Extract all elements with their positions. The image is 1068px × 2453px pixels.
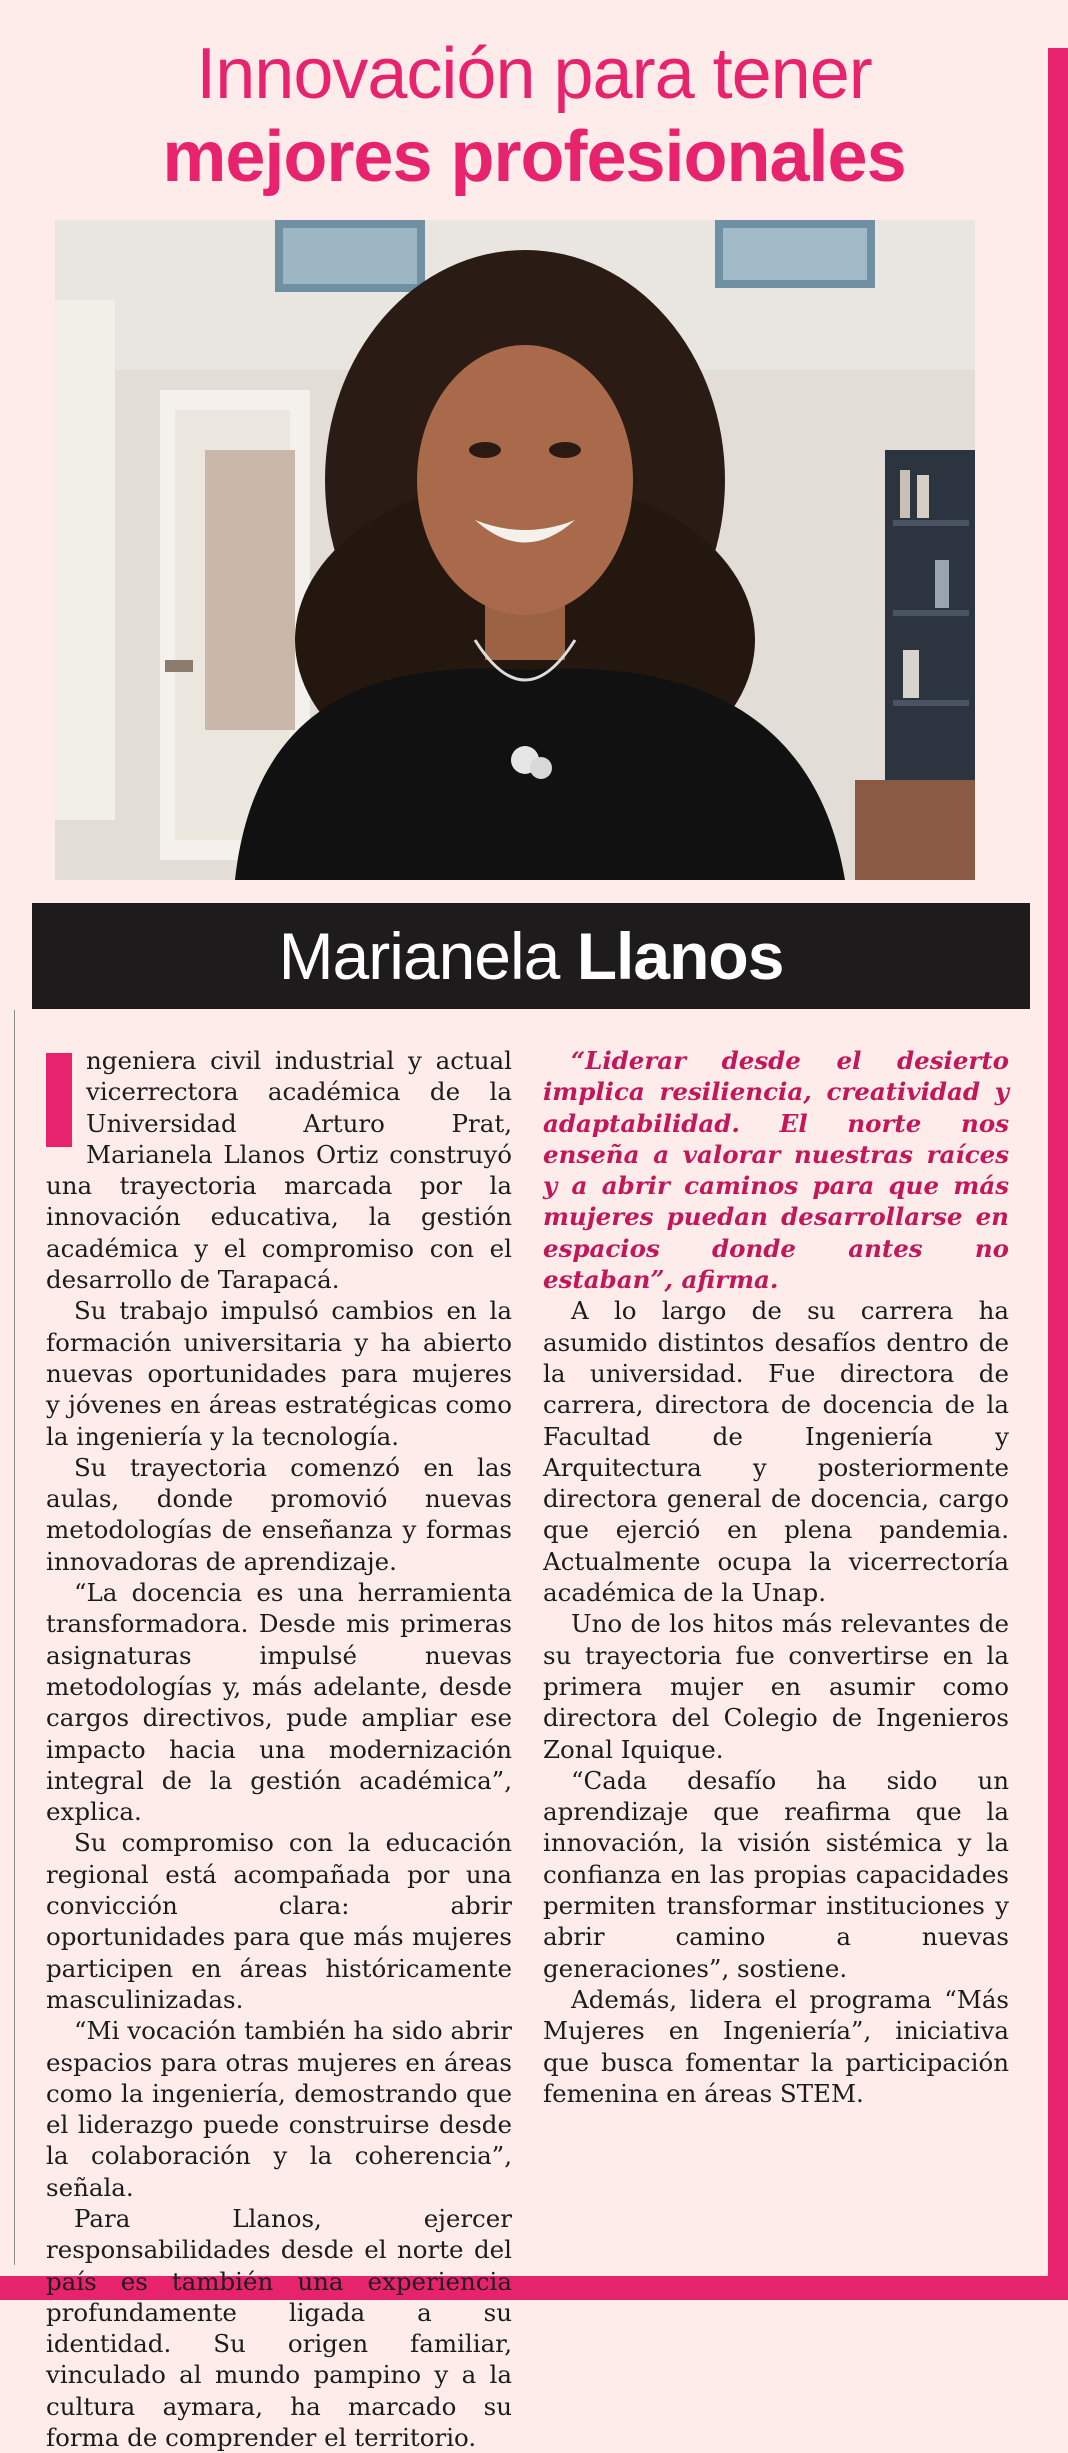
name-first: Marianela — [278, 919, 560, 993]
paragraph: Su trabajo impulsó cambios en la formación universitaria y ha abierto nuevas oportunidades para mujeres y jóvenes en áreas estratégicas como la ingeniería y la tecnología. — [46, 1296, 512, 1451]
headline-line2: mejores profesionales — [162, 117, 906, 197]
paragraph-intro: ngeniera civil industrial y actual vicerrectora académica de la Universidad Arturo Prat, Marianela Llanos Ortiz construyó una trayectoria marcada por la innovación educativa, la gestión académica y el compromiso con el desarrollo de Tarapacá. — [46, 1046, 512, 1295]
accent-bar-right — [1048, 48, 1068, 2300]
drop-cap-bar — [46, 1053, 72, 1147]
pull-quote: “Liderar desde el desierto implica resiliencia, creatividad y adaptabilidad. El norte nos enseña a valorar nuestras raíces y a abrir caminos para que más mujeres puedan desarrollarse en espacios donde antes no estaban”, afirma. — [543, 1046, 1009, 1295]
paragraph: Para Llanos, ejercer responsabilidades desde el norte del país es también una experiencia profundamente ligada a su identidad. Su origen familiar, vinculado al mundo pampino y a la cultura aymara, ha marcado su forma de comprender el territorio. — [46, 2203, 512, 2453]
paragraph: “Mi vocación también ha sido abrir espacios para otras mujeres en áreas como la ingeniería, demostrando que el liderazgo puede construirse desde la colaboración y la coherencia”, señala. — [46, 2016, 512, 2202]
headline — [0, 34, 1068, 200]
article-column-right — [543, 1045, 1009, 2109]
name-banner — [32, 903, 1030, 1009]
portrait-photo — [55, 220, 975, 880]
name-last: Llanos — [576, 919, 784, 993]
headline-line1: Innovación para tener — [196, 34, 872, 114]
paragraph: Uno de los hitos más relevantes de su trayectoria fue convertirse en la primera mujer en asumir como directora del Colegio de Ingenieros Zonal Iquique. — [543, 1609, 1009, 1764]
paragraph: Su trayectoria comenzó en las aulas, donde promovió nuevas metodologías de enseñanza y formas innovadoras de aprendizaje. — [46, 1452, 512, 1576]
paragraph: A lo largo de su carrera ha asumido distintos desafíos dentro de la universidad. Fue directora de carrera, directora de docencia de la Facultad de Ingeniería y Arquitectura y posteriormente directora general de docencia, cargo que ejerció en plena pandemia. Actualmente ocupa la vicerrectoría académica de la Unap. — [543, 1296, 1009, 1608]
paragraph: “Cada desafío ha sido un aprendizaje que reafirma que la innovación, la visión sistémica y la confianza en las propias capacidades permiten transformar instituciones y abrir camino a nuevas generaciones”, sostiene. — [543, 1765, 1009, 1983]
paragraph: Además, lidera el programa “Más Mujeres en Ingeniería”, iniciativa que busca fomentar la participación femenina en áreas STEM. — [543, 1984, 1009, 2108]
article-column-left — [46, 1045, 512, 2453]
paragraph: “La docencia es una herramienta transformadora. Desde mis primeras asignaturas impulsé nuevas metodologías y, más adelante, desde cargos directivos, pude ampliar ese impacto hacia una modernización integral de la gestión académica”, explica. — [46, 1578, 512, 1827]
paragraph: Su compromiso con la educación regional está acompañada por una convicción clara: abrir oportunidades para que más mujeres participen en áreas históricamente masculinizadas. — [46, 1828, 512, 2014]
column-rule — [14, 1010, 15, 2265]
